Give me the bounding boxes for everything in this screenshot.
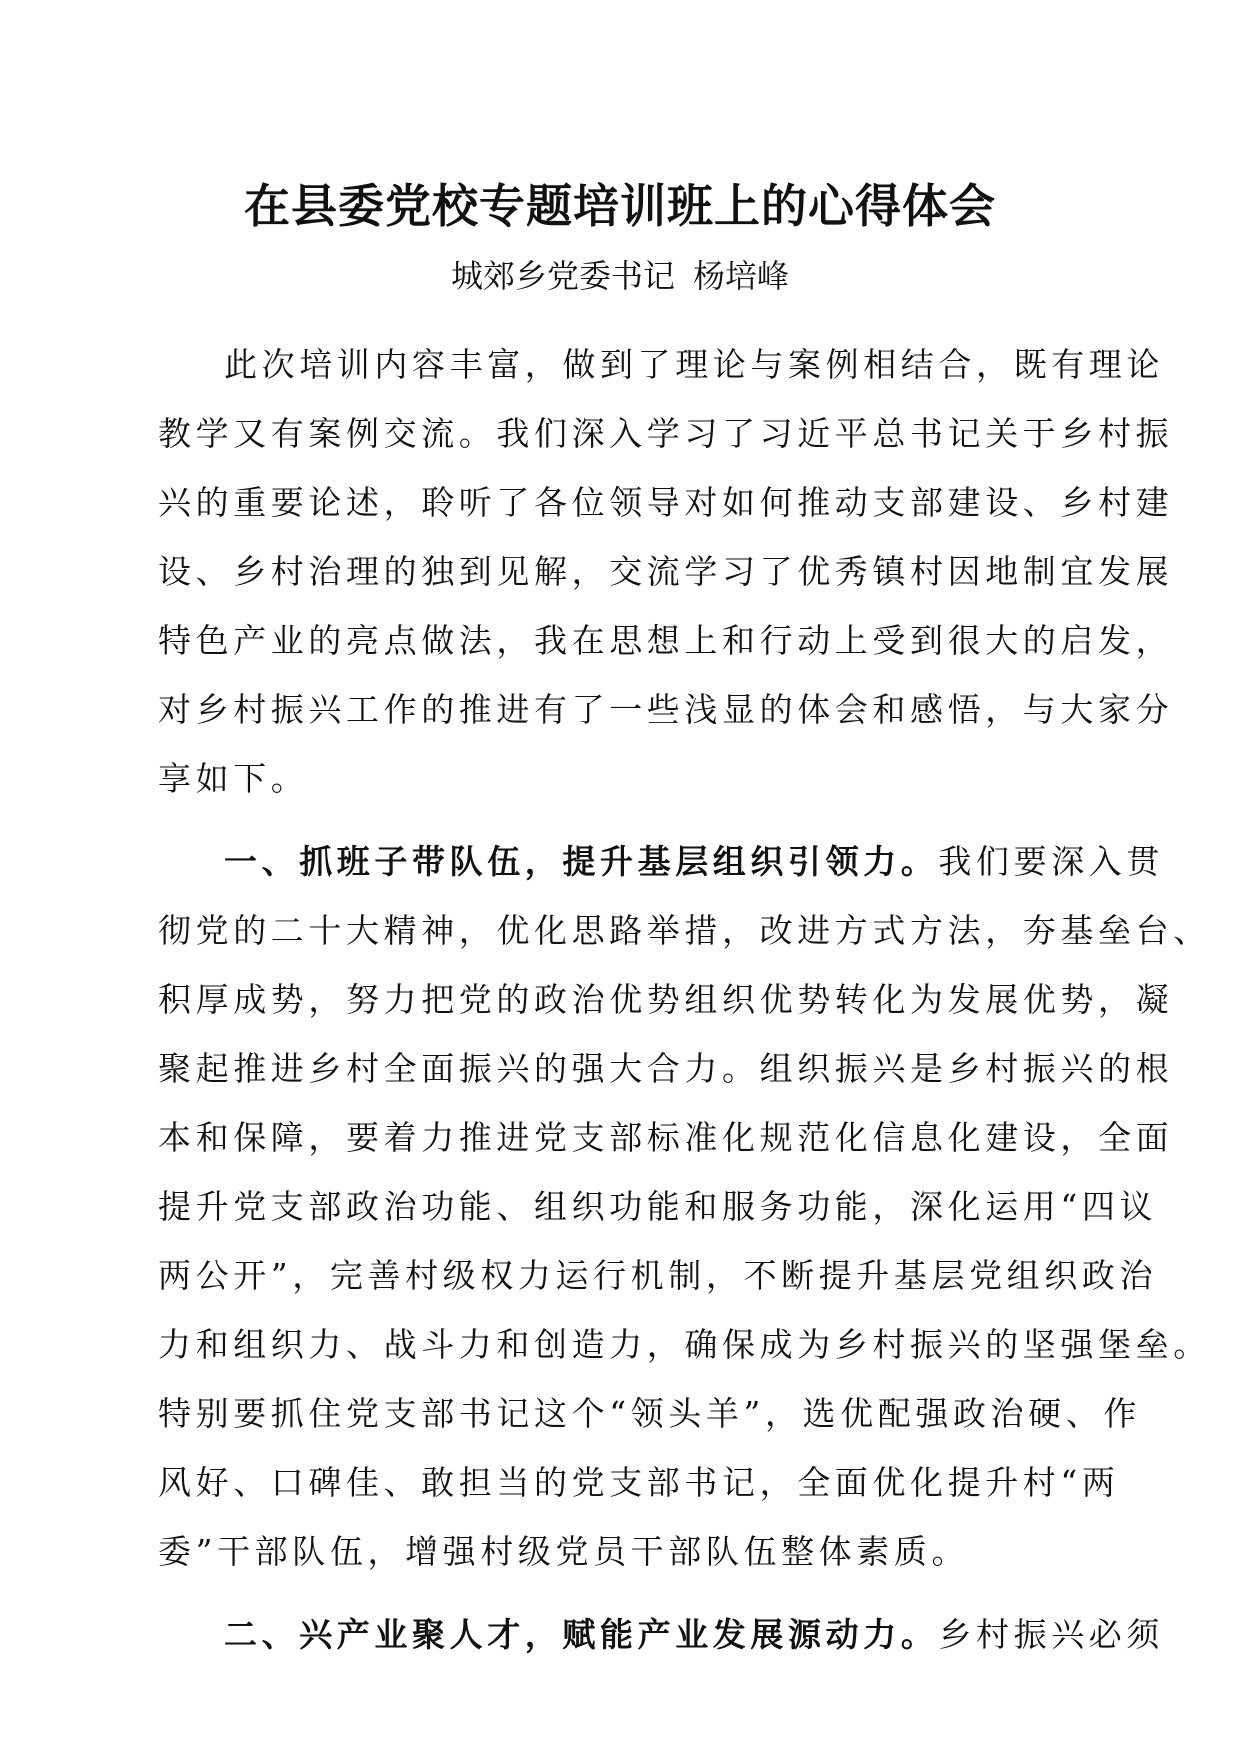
paragraph-line: 两公开”，完善村级权力运行机制，不断提升基层党组织政治 <box>158 1256 1158 1295</box>
paragraph-line <box>158 827 1165 896</box>
paragraph-intro <box>158 330 1174 813</box>
section-heading: 二、兴产业聚人才，赋能产业发展源动力。 <box>224 1615 939 1654</box>
paragraph-line: 彻党的二十大精神，优化思路举措，改进方式方法，夯基垒台、 <box>158 911 1211 950</box>
section-heading: 一、抓班子带队伍，提升基层组织引领力。 <box>224 842 939 881</box>
author-name: 杨培峰 <box>693 257 790 295</box>
paragraph-line: 积厚成势，努力把党的政治优势组织优势转化为发展优势，凝 <box>158 980 1174 1019</box>
author-line <box>0 254 1240 298</box>
paragraph-line: 特色产业的亮点做法，我在思想上和行动上受到很大的启发， <box>158 621 1174 660</box>
paragraph-line: 风好、口碑佳、敢担当的党支部书记，全面优化提升村“两 <box>158 1463 1120 1502</box>
paragraph-line: 此次培训内容丰富，做到了理论与案例相结合，既有理论 <box>224 345 1164 384</box>
paragraph-line: 力和组织力、战斗力和创造力，确保成为乡村振兴的坚强堡垒。 <box>158 1325 1211 1364</box>
paragraph-section-two <box>158 1600 1165 1669</box>
section-text: 我们要深入贯 <box>938 842 1165 881</box>
paragraph-line: 提升党支部政治功能、组织功能和服务功能，深化运用“四议 <box>158 1187 1158 1226</box>
paragraph-line: 对乡村振兴工作的推进有了一些浅显的体会和感悟，与大家分 <box>158 690 1174 729</box>
document-title: 在县委党校专题培训班上的心得体会 <box>244 179 996 233</box>
paragraph-line: 教学又有案例交流。我们深入学习了习近平总书记关于乡村振 <box>158 414 1174 453</box>
document-body <box>158 330 1211 1669</box>
paragraph-line: 享如下。 <box>158 759 309 798</box>
paragraph-line: 设、乡村治理的独到见解，交流学习了优秀镇村因地制宜发展 <box>158 552 1174 591</box>
paragraph-section-one <box>158 827 1211 1586</box>
paragraph-line: 兴的重要论述，聆听了各位领导对如何推动支部建设、乡村建 <box>158 483 1174 522</box>
paragraph-line: 委”干部队伍，增强村级党员干部队伍整体素质。 <box>158 1532 970 1571</box>
paragraph-line: 聚起推进乡村全面振兴的强大合力。组织振兴是乡村振兴的根 <box>158 1049 1174 1088</box>
author-position: 城郊乡党委书记 <box>450 257 675 295</box>
paragraph-line: 特别要抓住党支部书记这个“领头羊”，选优配强政治硬、作 <box>158 1394 1141 1433</box>
paragraph-line <box>158 1600 1165 1669</box>
section-text: 乡村振兴必须 <box>938 1615 1165 1654</box>
paragraph-line: 本和保障，要着力推进党支部标准化规范化信息化建设，全面 <box>158 1118 1174 1157</box>
